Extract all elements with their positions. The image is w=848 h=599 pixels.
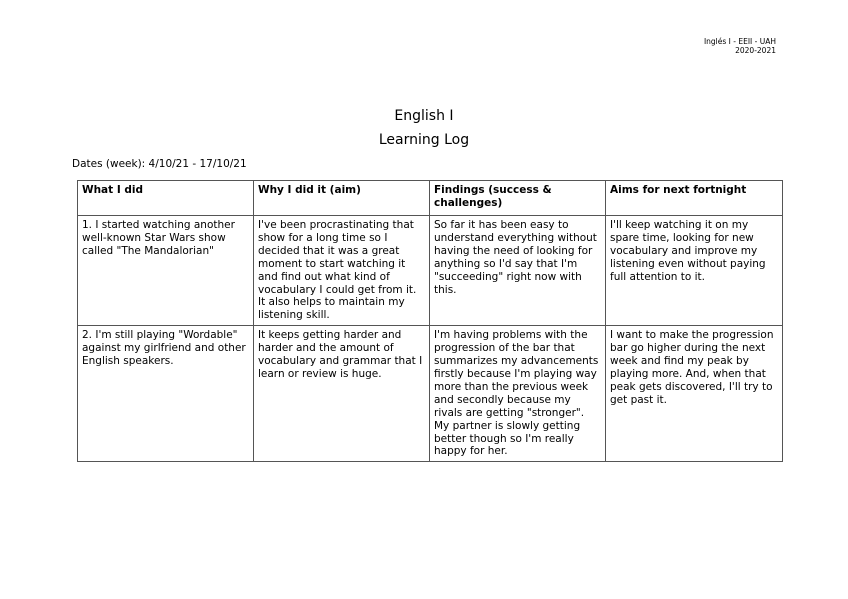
dates-line: Dates (week): 4/10/21 - 17/10/21 xyxy=(72,158,247,170)
table-cell: 1. I started watching another well-known Star Wars show called "The Mandalorian" xyxy=(78,216,254,326)
document-title: English I xyxy=(394,108,454,124)
column-header-findings: Findings (success & challenges) xyxy=(430,181,606,216)
learning-log-table xyxy=(77,180,783,462)
table-header-row xyxy=(78,181,783,216)
academic-year: 2020-2021 xyxy=(735,46,776,55)
column-header-what-i-did: What I did xyxy=(78,181,254,216)
page-header xyxy=(704,37,776,55)
table-cell: I'm having problems with the progression of the bar that summarizes my advancements firstly because I'm playing way more than the previous week and secondly because my rivals are getting "stronger". My partner is slowly getting better though so I'm really happy for her. xyxy=(430,326,606,462)
table-cell: I'll keep watching it on my spare time, looking for new vocabulary and improve my listening even without paying full attention to it. xyxy=(606,216,783,326)
table-cell: 2. I'm still playing "Wordable" against my girlfriend and other English speakers. xyxy=(78,326,254,462)
table-cell: I've been procrastinating that show for a long time so I decided that it was a great moment to start watching it and find out what kind of vocabulary I could get from it. It also helps to maintain my listening skill. xyxy=(254,216,430,326)
table-cell: So far it has been easy to understand everything without having the need of looking for anything so I'd say that I'm "succeeding" right now with this. xyxy=(430,216,606,326)
course-line: Inglés I - EEII - UAH xyxy=(703,37,776,46)
table-cell: It keeps getting harder and harder and the amount of vocabulary and grammar that I learn or review is huge. xyxy=(254,326,430,462)
table-row xyxy=(78,326,783,462)
table-cell: I want to make the progression bar go higher during the next week and find my peak by playing more. And, when that peak gets discovered, I'll try to get past it. xyxy=(606,326,783,462)
column-header-aims: Aims for next fortnight xyxy=(606,181,783,216)
table-row xyxy=(78,216,783,326)
column-header-why-i-did-it: Why I did it (aim) xyxy=(254,181,430,216)
document-subtitle: Learning Log xyxy=(378,132,470,148)
